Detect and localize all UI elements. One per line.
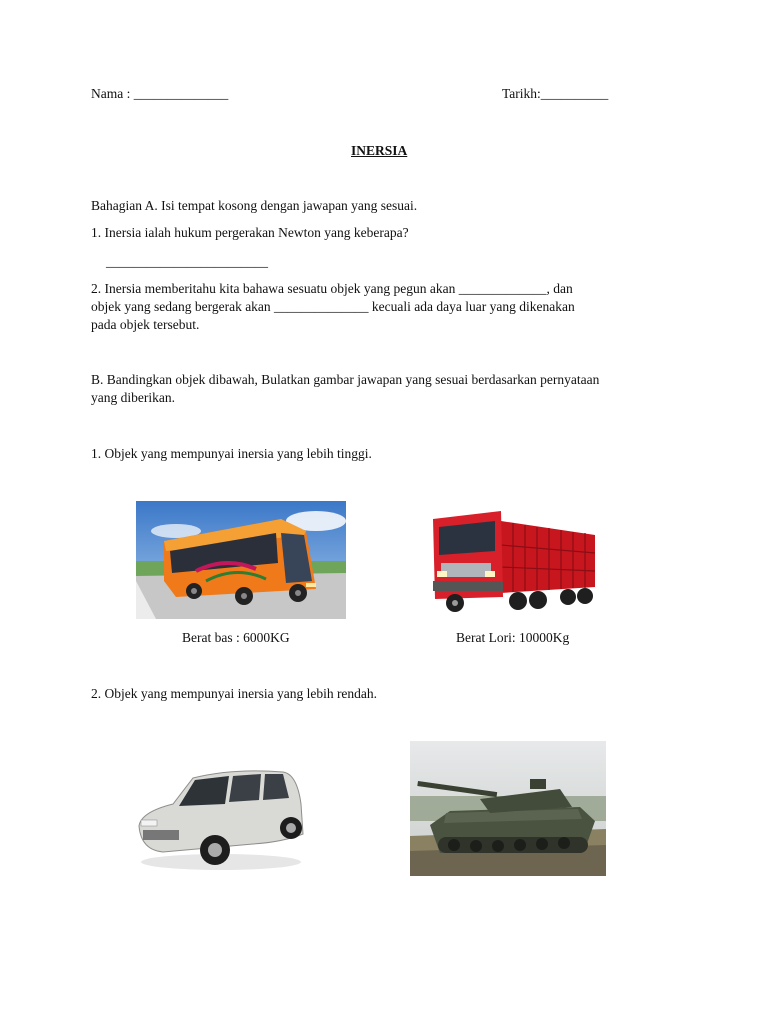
car-image[interactable] — [133, 764, 308, 876]
truck-illustration — [423, 505, 605, 619]
section-b-heading-line1: B. Bandingkan objek dibawah, Bulatkan gambar jawapan yang sesuai berdasarkan pernyataan — [91, 372, 600, 387]
page-title: INERSIA — [351, 143, 408, 158]
bus-illustration — [136, 501, 346, 619]
tank-illustration — [410, 741, 606, 876]
question-a2-line3: pada objek tersebut. — [91, 317, 200, 332]
question-a1: 1. Inersia ialah hukum pergerakan Newton yang keberapa? — [91, 225, 409, 240]
section-b-heading-line2: yang diberikan. — [91, 390, 175, 405]
tank-image[interactable] — [410, 741, 606, 876]
bus-image[interactable] — [136, 501, 346, 619]
truck-weight-caption: Berat Lori: 10000Kg — [456, 630, 570, 645]
section-a-heading: Bahagian A. Isi tempat kosong dengan jawapan yang sesuai. — [91, 198, 418, 213]
bus-weight-caption: Berat bas : 6000KG — [182, 630, 290, 645]
car-illustration — [133, 764, 308, 876]
truck-image[interactable] — [423, 505, 605, 619]
question-b2: 2. Objek yang mempunyai inersia yang lebih rendah. — [91, 686, 378, 701]
name-field-label: Nama : ______________ — [91, 86, 229, 101]
answer-blank-a1: ________________________ — [106, 254, 268, 269]
date-field-label: Tarikh:__________ — [502, 86, 609, 101]
question-b1: 1. Objek yang mempunyai inersia yang lebih tinggi. — [91, 446, 372, 461]
question-a2-line1: 2. Inersia memberitahu kita bahawa sesuatu objek yang pegun akan _____________, dan — [91, 281, 573, 296]
question-a2-line2: objek yang sedang bergerak akan ______________ kecuali ada daya luar yang dikenakan — [91, 299, 575, 314]
